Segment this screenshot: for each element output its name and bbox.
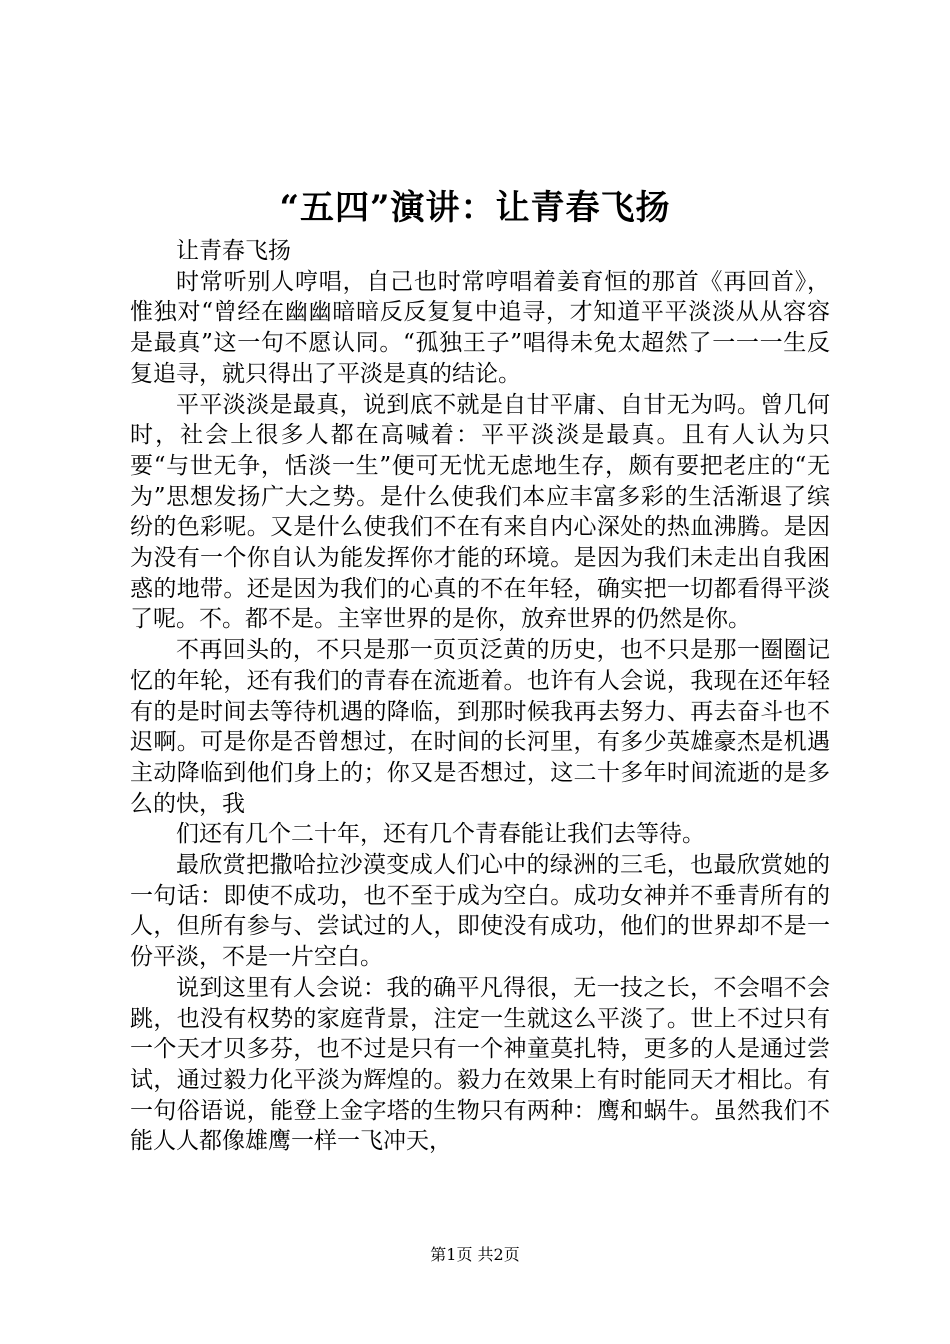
paragraph: 说到这里有人会说：我的确平凡得很，无一技之长，不会唱不会跳，也没有权势的家庭背景，注定一生就这么平淡了。世上不过只有一个天才贝多芬，也不过是只有一个神童莫扎特，更多的人是通过尝试，通过毅力化平淡为辉煌的。毅力在效果上有时能同天才相比。有一句俗语说，能登上金字塔的生物只有两种：鹰和蜗牛。虽然我们不能人人都像雄鹰一样一飞冲天， [130, 974, 830, 1155]
page-footer: 第1页 共2页 [430, 1245, 520, 1264]
document-title: “五四”演讲：让青春飞扬 [279, 188, 671, 228]
paragraph-subtitle: 让青春飞扬 [176, 238, 291, 264]
paragraph: 不再回头的，不只是那一页页泛黄的历史，也不只是那一圈圈记忆的年轮，还有我们的青春在流逝着。也许有人会说，我现在还年轻有的是时间去等待机遇的降临，到那时候我再去努力、再去奋斗也不迟啊。可是你是否曾想过，在时间的长河里，有多少英雄豪杰是机遇主动降临到他们身上的；你又是否想过，这二十多年时间流逝的是多么的快，我 [130, 637, 830, 817]
document-body [130, 236, 830, 1157]
paragraph: 们还有几个二十年，还有几个青春能让我们去等待。 [176, 821, 705, 848]
paragraph: 时常听别人哼唱，自己也时常哼唱着姜育恒的那首《再回首》，惟独对“曾经在幽幽暗暗反反复复中追寻，才知道平平淡淡从从容容是最真”这一句不愿认同。“孤独王子”唱得未免太超然了一一一生反复追寻，就只得出了平淡是真的结论。 [130, 268, 830, 387]
paragraph: 最欣赏把撒哈拉沙漠变成人们心中的绿洲的三毛，也最欣赏她的一句话：即使不成功，也不至于成为空白。成功女神并不垂青所有的人，但所有参与、尝试过的人，即使没有成功，他们的世界却不是一份平淡，不是一片空白。 [130, 852, 830, 971]
paragraph: 平平淡淡是最真，说到底不就是自甘平庸、自甘无为吗。曾几何时，社会上很多人都在高喊着：平平淡淡是最真。且有人认为只要“与世无争，恬淡一生”便可无忧无虑地生存，颇有要把老庄的“无为”思想发扬广大之势。是什么使我们本应丰富多彩的生活渐退了缤纷的色彩呢。又是什么使我们不在有来自内心深处的热血沸腾。是因为没有一个你自认为能发挥你才能的环境。是因为我们未走出自我困惑的地带。还是因为我们的心真的不在年轻，确实把一切都看得平淡了呢。不。都不是。主宰世界的是你，放弃世界的仍然是你。 [130, 391, 830, 633]
